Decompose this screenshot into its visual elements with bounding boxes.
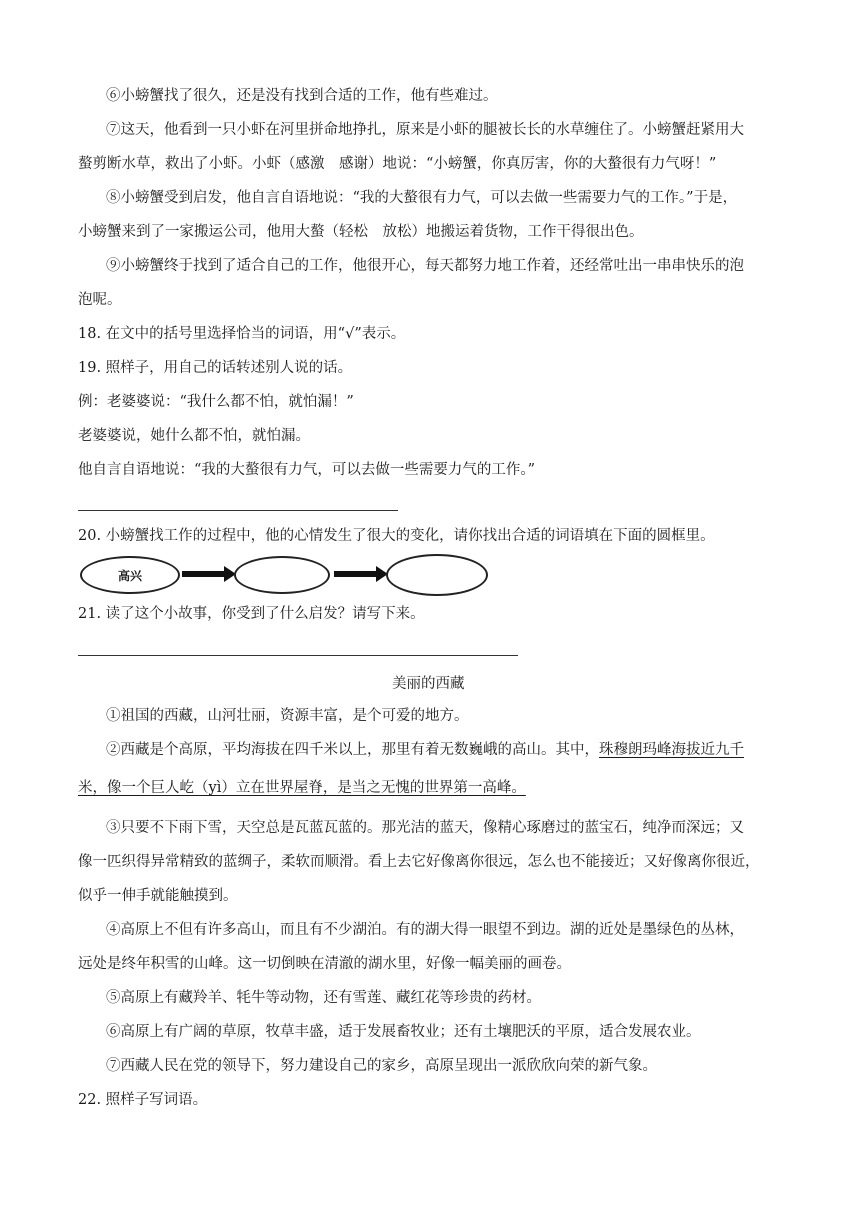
story-paragraph-6: ⑥小螃蟹找了很久，还是没有找到合适的工作，他有些难过。 xyxy=(106,88,498,104)
right-arrow-icon xyxy=(334,566,388,582)
mood-oval-blank-1[interactable] xyxy=(234,556,330,594)
question-19-example-answer: 老婆婆说，她什么都不怕，就怕漏。 xyxy=(78,428,310,444)
mood-oval-first: 高兴 xyxy=(80,556,180,594)
right-arrow-icon xyxy=(182,566,236,582)
question-19-answer-line[interactable] xyxy=(78,510,398,511)
passage-paragraph-2-plain: ②西藏是个高原，平均海拔在四千米以上，那里有着无数巍峨的高山。其中， xyxy=(106,742,599,758)
story-paragraph-7-line-2: 螯剪断水草，救出了小虾。小虾（感激 感谢）地说：“小螃蟹，你真厉害，你的大螯很有力气呀！” xyxy=(78,156,717,172)
passage-paragraph-4-line-2: 远处是终年积雪的山峰。这一切倒映在清澈的湖水里，好像一幅美丽的画卷。 xyxy=(78,956,571,972)
passage-paragraph-7: ⑦西藏人民在党的领导下，努力建设自己的家乡，高原呈现出一派欣欣向荣的新气象。 xyxy=(106,1058,657,1074)
question-22: 22. 照样子写词语。 xyxy=(78,1092,208,1108)
story-paragraph-8-line-1: ⑧小螃蟹受到启发，他自言自语地说：“我的大螯很有力气，可以去做一些需要力气的工作。”于是， xyxy=(106,190,738,206)
passage-paragraph-2-line-1 xyxy=(106,740,744,760)
question-19-example: 例：老婆婆说：“我什么都不怕，就怕漏！” xyxy=(78,394,354,410)
passage-paragraph-3-line-1: ③只要不下雨下雪，天空总是瓦蓝瓦蓝的。那光洁的蓝天，像精心琢磨过的蓝宝石，纯净而深远；又 xyxy=(106,820,744,836)
question-19: 19. 照样子，用自己的话转述别人说的话。 xyxy=(78,360,353,376)
story-paragraph-8-line-2: 小螃蟹来到了一家搬运公司，他用大螯（轻松 放松）地搬运着货物，工作干得很出色。 xyxy=(78,224,644,240)
story-paragraph-9-line-1: ⑨小螃蟹终于找到了适合自己的工作，他很开心，每天都努力地工作着，还经常吐出一串串快乐的泡 xyxy=(106,258,744,274)
question-18: 18. 在文中的括号里选择恰当的词语，用“√”表示。 xyxy=(78,326,406,342)
passage-paragraph-5: ⑤高原上有藏羚羊、牦牛等动物，还有雪莲、藏红花等珍贵的药材。 xyxy=(106,990,541,1006)
question-20: 20. 小螃蟹找工作的过程中，他的心情发生了很大的变化，请你找出合适的词语填在下面的圆框里。 xyxy=(78,528,715,544)
question-19-task: 他自言自语地说：“我的大螯很有力气，可以去做一些需要力气的工作。” xyxy=(78,462,536,478)
passage-title: 美丽的西藏 xyxy=(392,676,465,692)
story-paragraph-9-line-2: 泡呢。 xyxy=(78,292,122,308)
passage-paragraph-4-line-1: ④高原上不但有许多高山，而且有不少湖泊。有的湖大得一眼望不到边。湖的近处是墨绿色的丛林， xyxy=(106,922,744,938)
mood-oval-blank-2[interactable] xyxy=(386,554,488,596)
passage-paragraph-2-underlined-start: 珠穆朗玛峰海拔近九千 xyxy=(599,742,744,758)
mood-flow-diagram xyxy=(78,552,498,598)
question-21-answer-line[interactable] xyxy=(78,655,518,656)
story-paragraph-7-line-1: ⑦这天，他看到一只小虾在河里拼命地挣扎，原来是小虾的腿被长长的水草缠住了。小螃蟹赶紧用大 xyxy=(106,122,744,138)
passage-paragraph-2-line-2: 米，像一个巨人屹（yì）立在世界屋脊，是当之无愧的世界第一高峰。 xyxy=(78,780,526,796)
passage-paragraph-3-line-2: 像一匹织得异常精致的蓝绸子，柔软而顺滑。看上去它好像离你很远，怎么也不能接近；又好像离你很近， xyxy=(78,854,760,870)
question-21: 21. 读了这个小故事，你受到了什么启发？请写下来。 xyxy=(78,606,425,622)
passage-paragraph-3-line-3: 似乎一伸手就能触摸到。 xyxy=(78,888,238,904)
passage-paragraph-1: ①祖国的西藏，山河壮丽，资源丰富，是个可爱的地方。 xyxy=(106,708,469,724)
passage-paragraph-6: ⑥高原上有广阔的草原，牧草丰盛，适于发展畜牧业；还有土壤肥沃的平原，适合发展农业。 xyxy=(106,1024,701,1040)
